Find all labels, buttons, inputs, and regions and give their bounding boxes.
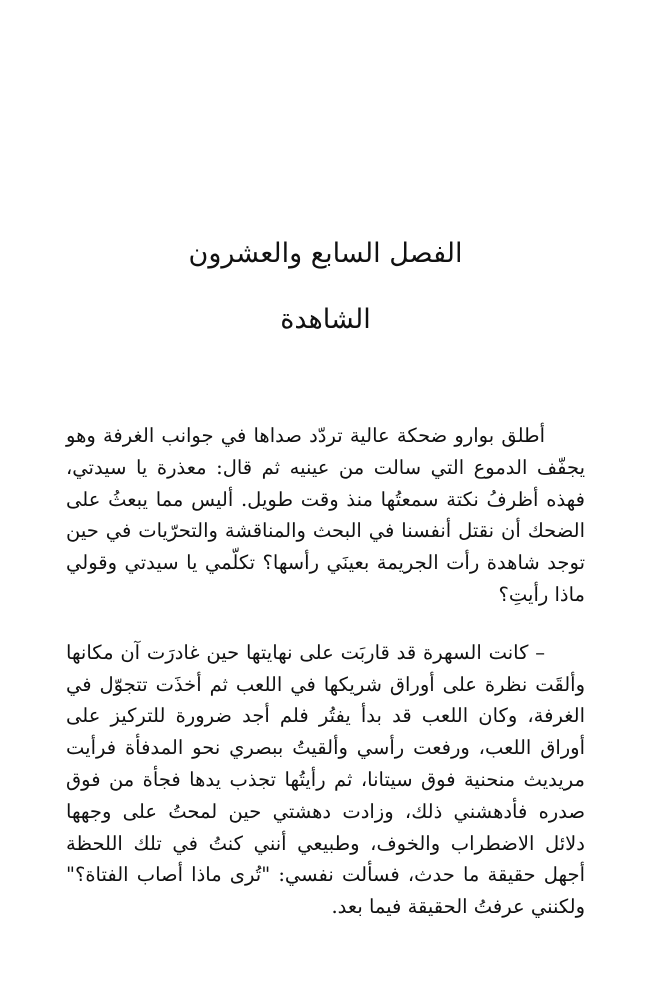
paragraph: أطلق بوارو ضحكة عالية تردّد صداها في جوانب الغرفة وهو يجفّف الدموع التي سالت من عينيه ثم قال: معذرة يا سيدتي، فهذه أظرفُ نكتة سمعتُها منذ وقت طويل. أليس مما يبعثُ على الضحك أن نقتل أنفسنا في البحث والمناقشة والتحرّيات في حين توجد شاهدة رأت الجريمة بعينَي رأسها؟ تكلّمي يا سيدتي وقولي ماذا رأيتِ؟ [66,424,585,606]
body-text [66,420,585,923]
chapter-heading [66,230,585,344]
chapter-number-title: الفصل السابع والعشرون [188,238,463,269]
paragraph: – كانت السهرة قد قاربَت على نهايتها حين غادرَت آن مكانها وألقَت نظرة على أوراق شريكها في اللعب ثم أخذَت تتجوّل في الغرفة، وكان اللعب قد بدأ يفتُر فلم أجد ضرورة للتركيز على أوراق اللعب، ورفعت رأسي وألقيتُ ببصري نحو المدفأة فرأيت مريديث منحنية فوق سيتانا، ثم رأيتُها تجذب يدها فجأة من فوق صدره فأدهشني ذلك، وزادت دهشتي حين لمحتُ على وجهها دلائل الاضطراب والخوف، وطبيعي أنني كنتُ في تلك اللحظة أجهل حقيقة ما حدث، فسألت نفسي: "تُرى ماذا أصاب الفتاة؟" ولكنني عرفتُ الحقيقة فيما بعد. [66,640,585,919]
chapter-title: الشاهدة [280,304,371,335]
